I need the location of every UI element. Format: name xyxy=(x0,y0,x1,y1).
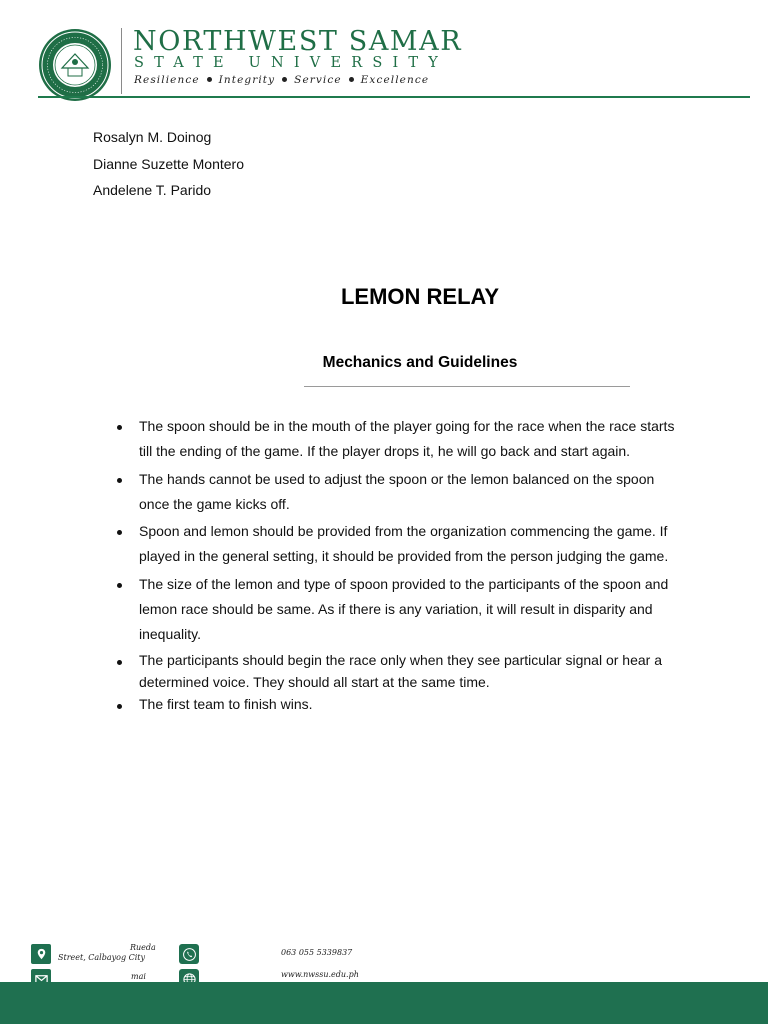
university-motto xyxy=(134,75,429,86)
motto-dot xyxy=(349,77,354,82)
guideline-item xyxy=(116,467,676,517)
subtitle-underline xyxy=(304,386,630,387)
motto-item: Integrity xyxy=(218,74,276,86)
bullet-icon xyxy=(117,478,122,483)
university-subtitle: STATE UNIVERSITY xyxy=(134,55,449,71)
author-name: Andelene T. Parido xyxy=(93,182,212,198)
guideline-item xyxy=(116,693,676,715)
letterhead xyxy=(0,0,768,100)
location-icon xyxy=(31,944,51,964)
bullet-icon xyxy=(117,530,122,535)
bullet-icon xyxy=(117,704,122,709)
footer-address-top: Rueda xyxy=(130,943,156,952)
university-seal-icon xyxy=(38,28,112,102)
motto-dot xyxy=(207,77,212,82)
guideline-item xyxy=(116,519,676,569)
guidelines-list xyxy=(116,414,676,715)
guideline-text: The first team to finish wins. xyxy=(139,696,313,712)
bullet-icon xyxy=(117,425,122,430)
footer-address: Street, Calbayog City xyxy=(58,953,146,962)
university-name: NORTHWEST SAMAR xyxy=(133,26,463,57)
author-name: Rosalyn M. Doinog xyxy=(93,129,212,145)
motto-item: Service xyxy=(294,74,342,86)
footer-phone: 063 055 5339837 xyxy=(281,948,353,957)
footer-band xyxy=(0,982,768,1024)
author-name: Dianne Suzette Montero xyxy=(93,155,244,172)
author-list xyxy=(93,124,244,204)
guideline-text: Spoon and lemon should be provided from the organization commencing the game. If played in the general setting, it should be provided from the person judging the game. xyxy=(139,523,669,564)
guideline-text: The hands cannot be used to adjust the spoon or the lemon balanced on the spoon once the game kicks off. xyxy=(139,470,655,512)
guideline-item xyxy=(116,414,676,464)
motto-dot xyxy=(282,77,287,82)
motto-item: Resilience xyxy=(134,74,200,86)
document-subtitle: Mechanics and Guidelines xyxy=(322,354,518,371)
guideline-text: The participants should begin the race only when they see particular signal or hear a determined voice. They should all start at the same time. xyxy=(139,652,662,690)
footer-email: mai xyxy=(131,972,146,981)
phone-icon xyxy=(179,944,199,964)
guideline-text: The size of the lemon and type of spoon provided to the participants of the spoon and lemon race should be same. As if there is any variation, it will result in disparity and inequality. xyxy=(139,575,669,642)
motto-item: Excellence xyxy=(360,74,430,86)
header-divider xyxy=(121,28,122,94)
header-rule xyxy=(38,96,750,98)
guideline-text: The spoon should be in the mouth of the player going for the race when the race starts till the ending of the game. If the player drops it, he will go back and start again. xyxy=(139,418,675,459)
bullet-icon xyxy=(117,660,122,665)
document-title: LEMON RELAY xyxy=(340,284,500,309)
footer-website: www.nwssu.edu.ph xyxy=(281,970,359,979)
bullet-icon xyxy=(117,583,122,588)
guideline-item xyxy=(116,649,676,693)
guideline-item xyxy=(116,572,676,647)
